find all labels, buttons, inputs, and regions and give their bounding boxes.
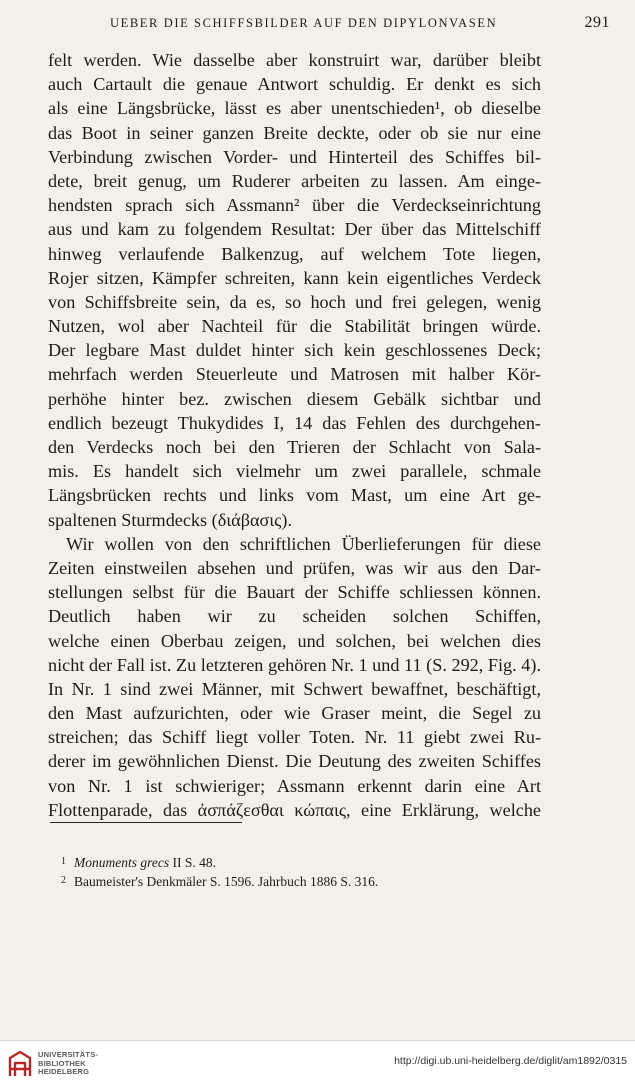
text-line: Deutlich haben wir zu scheiden solchen Schiffen, bbox=[48, 606, 541, 627]
viewer-footer bbox=[0, 1040, 635, 1087]
text-line: Verbindung zwischen Vorder- und Hinterteil des Schiffes bil- bbox=[48, 146, 541, 167]
text-line: endlich bezeugt Thukydides I, 14 das Fehlen des durchgehen- bbox=[48, 412, 541, 433]
text-line: Zeiten einstweilen absehen und prüfen, was wir aus den Dar- bbox=[48, 557, 541, 578]
text-line: als eine Längsbrücke, lässt es aber unentschieden¹, ob dieselbe bbox=[48, 98, 541, 119]
footnote-text: Baumeister's Denkmäler S. 1596. Jahrbuch 1886 S. 316. bbox=[74, 874, 379, 889]
footnotes bbox=[48, 852, 541, 890]
text-line: derer im gewöhnlichen Dienst. Die Deutung des zweiten Schiffes bbox=[48, 751, 541, 772]
running-head bbox=[110, 14, 610, 34]
footnote-rule bbox=[50, 822, 242, 823]
running-title: UEBER DIE SCHIFFSBILDER AUF DEN DIPYLONVASEN bbox=[110, 16, 498, 30]
text-line: das Boot in seiner ganzen Breite deckte, oder ob sie nur eine bbox=[48, 122, 541, 143]
text-line: aus und kam zu folgendem Resultat: Der über das Mittelschiff bbox=[48, 219, 541, 240]
library-name-line: UNIVERSITÄTS- bbox=[38, 1050, 99, 1059]
text-line: den Verdecks noch bei den Trieren der Schlacht von Sala- bbox=[48, 437, 541, 457]
text-line: Rojer sitzen, Kämpfer schreiten, kann kein eigentliches Verdeck bbox=[48, 267, 541, 288]
text-line: hendsten sprach sich Assmann² über die Verdeckseinrichtung bbox=[48, 195, 541, 216]
text-line: Nutzen, wol aber Nachteil für die Stabilität bringen würde. bbox=[48, 316, 541, 337]
text-line: den Mast aufzurichten, oder wie Graser meint, die Segel zu bbox=[48, 703, 541, 724]
text-line: perhöhe hinter bez. zwischen diesem Gebälk sichtbar und bbox=[48, 388, 541, 409]
text-line: dete, breit genug, um Ruderer arbeiten zu lassen. Am einge- bbox=[48, 170, 541, 191]
text-line: streichen; das Schiff liegt voller Toten. Nr. 11 giebt zwei Ru- bbox=[48, 727, 541, 748]
text-line: hinweg verlaufende Balkenzug, auf welchem Tote liegen, bbox=[48, 243, 541, 264]
text-line: mis. Es handelt sich vielmehr um zwei parallele, schmale bbox=[48, 461, 541, 482]
footnote-number: 1 bbox=[61, 856, 66, 867]
footnote bbox=[48, 871, 541, 890]
text-line: Der legbare Mast duldet hinter sich kein geschlossenes Deck; bbox=[48, 340, 541, 361]
text-line: von Nr. 1 ist schwieriger; Assmann erkennt darin eine Art bbox=[48, 775, 541, 796]
body-text bbox=[48, 48, 541, 822]
library-name-line: BIBLIOTHEK bbox=[38, 1058, 86, 1068]
text-line: welche einen Oberbau zeigen, und solchen, bei welchen dies bbox=[48, 630, 541, 651]
text-line: Längsbrücken rechts und links vom Mast, um eine Art ge- bbox=[48, 485, 541, 506]
text-line: spaltenen Sturmdecks (διάβασις). bbox=[48, 509, 292, 530]
library-name-line: HEIDELBERG bbox=[38, 1067, 90, 1076]
text-line: stellungen selbst für die Bauart der Schiffe schliessen können. bbox=[48, 582, 541, 603]
text-line: Wir wollen von den schriftlichen Überlieferungen für diese bbox=[66, 533, 541, 554]
text-line: von Schiffsbreite sein, da es, so hoch und frei gelegen, wenig bbox=[48, 291, 541, 312]
page-number: 291 bbox=[584, 14, 610, 31]
text-line: nicht der Fall ist. Zu letzteren gehören Nr. 1 und 11 (S. 292, Fig. 4). bbox=[48, 654, 541, 675]
footnote-title: Monuments grecs bbox=[74, 855, 170, 870]
footnote-text: II S. 48. bbox=[169, 855, 216, 870]
text-line: felt werden. Wie dasselbe aber konstruirt war, darüber bleibt bbox=[48, 50, 541, 70]
library-name bbox=[38, 1051, 108, 1077]
text-line: auch Cartault die genaue Antwort schuldig. Er denkt es sich bbox=[48, 74, 541, 95]
text-line: Flottenparade, das ἀσπάζεσθαι κώπαις, eine Erklärung, welche bbox=[48, 799, 541, 820]
library-logo-icon bbox=[6, 1049, 34, 1079]
source-url-link[interactable]: http://digi.ub.uni-heidelberg.de/diglit/am1892/0315 bbox=[394, 1055, 627, 1067]
text-line: In Nr. 1 sind zwei Männer, mit Schwert bewaffnet, beschäftigt, bbox=[48, 678, 541, 699]
footnote bbox=[48, 852, 541, 871]
footnote-number: 2 bbox=[61, 875, 66, 886]
text-line: mehrfach werden Steuerleute und Matrosen mit halber Kör- bbox=[48, 364, 541, 385]
